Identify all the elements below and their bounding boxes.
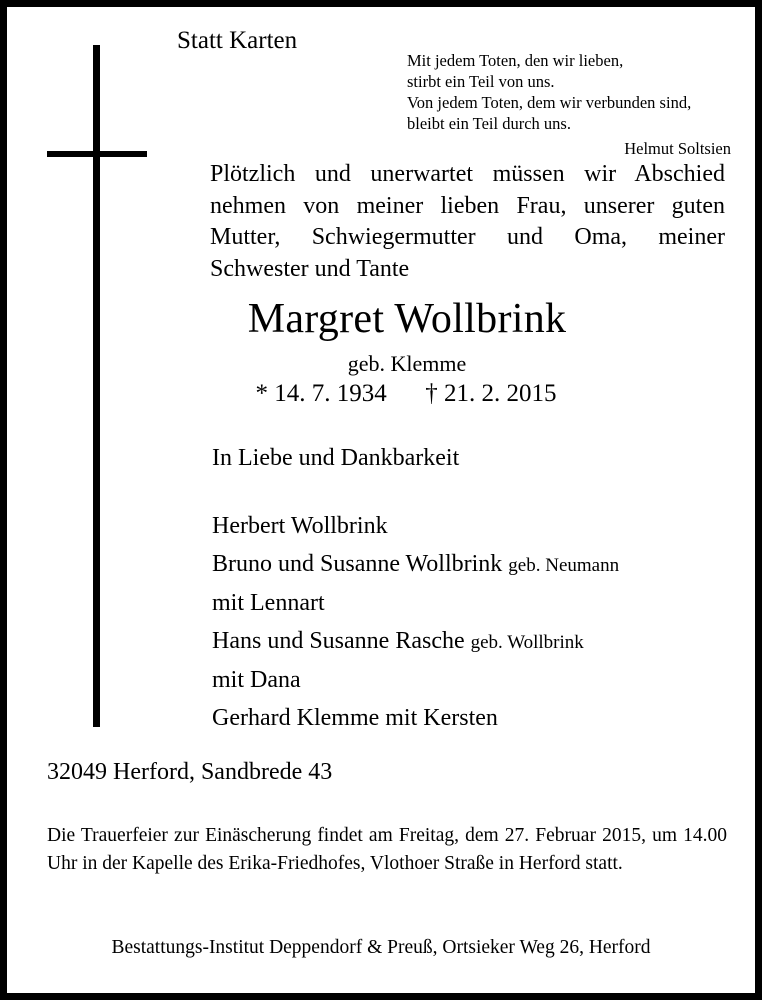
list-item — [212, 584, 742, 622]
statt-karten-text: Statt Karten — [177, 27, 298, 54]
list-item — [212, 661, 742, 699]
maiden-name: geb. Klemme — [347, 351, 467, 376]
death-date: † 21. 2. 2015 — [425, 380, 557, 407]
list-item — [212, 699, 742, 737]
poem-author: Helmut Soltsien — [624, 138, 731, 158]
family-list — [212, 507, 742, 737]
intro-text: Plötzlich und unerwartet müssen wir Abschied nehmen von meiner lieben Frau, unserer guten Mutter, Schwiegermutter und Oma, meiner Schwester und Tante — [210, 161, 725, 283]
life-dates — [7, 380, 755, 408]
deceased-name: Margret Wollbrink — [247, 296, 567, 342]
cross-horizontal-bar — [47, 151, 147, 157]
family-member-name: Bruno und Susanne Wollbrink — [212, 551, 509, 578]
family-member-name: Hans und Susanne Rasche — [212, 628, 471, 655]
list-item — [212, 545, 742, 583]
thanks-text: In Liebe und Dankbarkeit — [212, 445, 460, 471]
poem-block — [407, 51, 737, 160]
poem-line-1: Mit jedem Toten, den wir lieben, — [407, 51, 624, 70]
list-item — [212, 622, 742, 660]
family-member-name: mit Lennart — [212, 589, 325, 616]
family-member-suffix: geb. Neumann — [508, 555, 620, 577]
poem-line-2: stirbt ein Teil von uns. — [407, 71, 555, 91]
poem-line-4: bleibt ein Teil durch uns. — [407, 113, 571, 133]
list-item — [212, 507, 742, 545]
poem-line-3: Von jedem Toten, dem wir verbunden sind, — [407, 92, 692, 112]
address-text: 32049 Herford, Sandbrede 43 — [47, 759, 333, 785]
family-member-name: Gerhard Klemme mit Kersten — [212, 704, 498, 731]
birth-date: * 14. 7. 1934 — [255, 380, 387, 407]
family-member-suffix: geb. Wollbrink — [470, 632, 584, 654]
family-member-name: Herbert Wollbrink — [212, 513, 388, 539]
undertaker-text: Bestattungs-Institut Deppendorf & Preuß, Ortsieker Weg 26, Herford — [111, 937, 651, 958]
family-member-name: mit Dana — [212, 666, 301, 693]
ceremony-details: Die Trauerfeier zur Einäscherung findet am Freitag, dem 27. Februar 2015, um 14.00 Uhr in der Kapelle des Erika-Friedhofes, Vlothoer Straße in Herford statt. — [47, 825, 727, 875]
